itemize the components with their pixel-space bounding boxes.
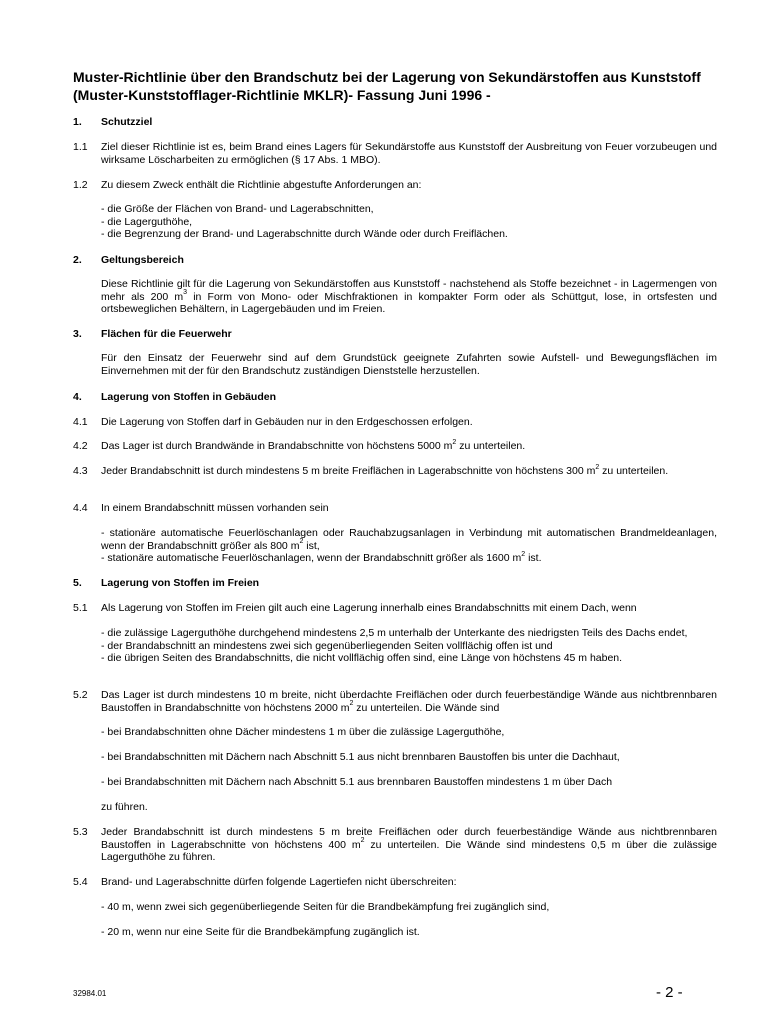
list-item: - bei Brandabschnitten mit Dächern nach Abschnitt 5.1 aus nicht brennbaren Baustoffen bis unter die Dachhaut,	[101, 751, 620, 763]
paragraph-text: Als Lagerung von Stoffen im Freien gilt auch eine Lagerung innerhalb eines Brandabschnitts mit einem Dach, wenn	[101, 602, 637, 614]
wall-requirement-1	[73, 726, 717, 739]
paragraph-4-3	[73, 465, 717, 478]
paragraph-text: Zu diesem Zweck enthält die Richtlinie abgestufte Anforderungen an:	[101, 179, 422, 191]
paragraph-4-2	[73, 440, 717, 453]
paragraph-4-1	[73, 416, 717, 429]
title-line-2: (Muster-Kunststofflager-Richtlinie MKLR)- Fassung Juni 1996 -	[73, 87, 491, 103]
list-item: - 20 m, wenn nur eine Seite für die Brandbekämpfung zugänglich ist.	[101, 926, 420, 938]
paragraph-5-4	[73, 876, 717, 889]
text-part: zu unterteilen. Die Wände sind mindestens 0,5 m über die zulässige Lagerguthöhe zu führen.	[101, 838, 717, 864]
paragraph-3	[73, 352, 717, 377]
paragraph-5-3	[73, 826, 717, 864]
paragraph-5-1	[73, 602, 717, 615]
paragraph-5-2	[73, 689, 717, 714]
paragraph-1-2	[73, 179, 717, 192]
paragraph-text	[101, 689, 717, 714]
text-part: - stationäre automatische Feuerlöschanlagen oder Rauchabzugsanlagen in Verbindung mit automatischen Brandmeldeanlagen, wenn der Brandabschnitt größer als 800 m	[101, 527, 717, 552]
text-part: ist,	[303, 539, 320, 552]
text-part: Das Lager ist durch mindestens 10 m breite, nicht überdachte Freiflächen oder durch feuerbeständige Wände aus nichtbrennbaren Baustoffen in Brandabschnitte von höchstens 2000 m	[101, 689, 717, 714]
page-number: - 2 -	[656, 984, 683, 1001]
paragraph-2	[73, 278, 717, 316]
section-title: Flächen für die Feuerwehr	[101, 328, 232, 340]
list-item: zu führen.	[101, 801, 148, 813]
superscript: 2	[349, 700, 354, 708]
section-5-heading	[73, 577, 717, 590]
paragraph-text: Ziel dieser Richtlinie ist es, beim Brand eines Lagers für Sekundärstoffe aus Kunststoff der Ausbreitung von Feuer vorzubeugen und wirksame Löscharbeiten zu ermöglichen (§ 17 Abs. 1 MBO).	[101, 141, 717, 166]
section-number: 1.	[73, 116, 82, 128]
paragraph-text: In einem Brandabschnitt müssen vorhanden sein	[101, 502, 329, 514]
section-title: Schutzziel	[101, 116, 153, 128]
wall-requirement-3	[73, 776, 717, 789]
wall-requirement-closing	[73, 801, 717, 814]
section-title: Lagerung von Stoffen im Freien	[101, 577, 260, 589]
text-part: ist.	[525, 552, 542, 565]
section-title: Geltungsbereich	[101, 254, 184, 266]
section-number: 2.	[73, 254, 82, 266]
section-number: 4.	[73, 391, 82, 403]
section-3-heading	[73, 328, 717, 341]
paragraph-number: 4.2	[73, 440, 88, 452]
section-1-heading	[73, 116, 717, 129]
paragraph-4-4	[73, 502, 717, 515]
list-item: - bei Brandabschnitten ohne Dächer mindestens 1 m über die zulässige Lagerguthöhe,	[101, 726, 505, 738]
list-item	[101, 527, 717, 552]
paragraph-number: 5.4	[73, 876, 88, 888]
text-part: zu unterteilen.	[456, 440, 526, 452]
superscript: 2	[299, 538, 304, 546]
text-part: Jeder Brandabschnitt ist durch mindestens 5 m breite Freiflächen in Lagerabschnitte von höchstens 300 m	[101, 465, 596, 477]
superscript: 2	[360, 837, 365, 845]
paragraph-number: 1.2	[73, 179, 88, 191]
superscript: 2	[452, 438, 457, 446]
list-item: - die zulässige Lagerguthöhe durchgehend mindestens 2,5 m unterhalb der Unterkante des niedrigsten Teils des Dachs endet,	[101, 627, 688, 639]
paragraph-number: 5.2	[73, 689, 88, 701]
paragraph-number: 4.4	[73, 502, 88, 514]
superscript: 2	[521, 550, 526, 558]
storage-depth-1	[73, 901, 717, 914]
list-item: - die übrigen Seiten des Brandabschnitts, die nicht vollflächig offen sind, eine Länge von höchstens 45 m haben.	[101, 652, 623, 665]
text-part: - stationäre automatische Feuerlöschanlagen, wenn der Brandabschnitt größer als 1600 m	[101, 552, 522, 565]
list-item: - die Begrenzung der Brand- und Lagerabschnitte durch Wände oder durch Freiflächen.	[101, 228, 508, 241]
document-code: 32984.01	[73, 989, 107, 998]
document-title	[73, 68, 713, 104]
list-item: - die Lagerguthöhe,	[101, 215, 193, 228]
list-item	[101, 552, 717, 565]
paragraph-text	[101, 465, 717, 478]
requirements-list	[73, 203, 717, 241]
section-title: Lagerung von Stoffen in Gebäuden	[101, 391, 277, 403]
superscript: 3	[183, 289, 188, 297]
list-item: - der Brandabschnitt an mindestens zwei sich gegenüberliegenden Seiten vollflächig offen ist und	[101, 639, 553, 652]
list-item: - 40 m, wenn zwei sich gegenüberliegende Seiten für die Brandbekämpfung frei zugänglich sind,	[101, 901, 550, 913]
paragraph-number: 1.1	[73, 141, 88, 153]
section-number: 5.	[73, 577, 82, 589]
fire-protection-list	[73, 527, 717, 565]
paragraph-number: 4.1	[73, 416, 88, 428]
superscript: 2	[595, 463, 600, 471]
list-item: - bei Brandabschnitten mit Dächern nach Abschnitt 5.1 aus brennbaren Baustoffen mindestens 1 m über Dach	[101, 776, 613, 788]
title-line-1: Muster-Richtlinie über den Brandschutz bei der Lagerung von Sekundärstoffen aus Kunststoff	[73, 69, 701, 85]
paragraph-number: 5.3	[73, 826, 88, 838]
list-item: - die Größe der Flächen von Brand- und Lagerabschnitten,	[101, 203, 374, 215]
section-2-heading	[73, 254, 717, 267]
paragraph-text: Die Lagerung von Stoffen darf in Gebäuden nur in den Erdgeschossen erfolgen.	[101, 416, 473, 428]
storage-depth-2	[73, 926, 717, 939]
text-part: Das Lager ist durch Brandwände in Brandabschnitte von höchstens 5000 m	[101, 440, 453, 452]
paragraph-1-1	[73, 141, 717, 166]
paragraph-text: Brand- und Lagerabschnitte dürfen folgende Lagertiefen nicht überschreiten:	[101, 876, 457, 888]
paragraph-number: 4.3	[73, 465, 88, 477]
paragraph-text	[101, 440, 717, 453]
paragraph-text: Für den Einsatz der Feuerwehr sind auf dem Grundstück geeignete Zufahrten sowie Aufstell- und Bewegungsflächen im Einvernehmen mit der für den Brandschutz zuständigen Dienststelle herzustellen.	[101, 352, 717, 377]
text-part: Jeder Brandabschnitt ist durch mindestens 5 m breite Freiflächen oder durch feuerbeständige Wände aus nichtbrennbaren Baustoffen in Lagerabschnitte von höchstens 400 m	[101, 826, 717, 851]
section-number: 3.	[73, 328, 82, 340]
wall-requirement-2	[73, 751, 717, 764]
paragraph-number: 5.1	[73, 602, 88, 614]
text-part: in Form von Mono- oder Mischfraktionen in kompakter Form oder als Schüttgut, lose, in ortsfesten und ortsbeweglichen Behältern, in Lagergebäuden und im Freien.	[101, 290, 717, 316]
text-part: zu unterteilen. Die Wände sind	[353, 701, 500, 714]
outdoor-storage-conditions	[73, 627, 717, 665]
paragraph-text	[101, 826, 717, 864]
paragraph-text	[101, 278, 717, 316]
section-4-heading	[73, 391, 717, 404]
text-part: Diese Richtlinie gilt für die Lagerung von Sekundärstoffen aus Kunststoff - nachstehend als Stoffe bezeichnet - in Lagermengen von mehr als 200 m	[101, 278, 717, 303]
text-part: zu unterteilen.	[599, 465, 669, 477]
